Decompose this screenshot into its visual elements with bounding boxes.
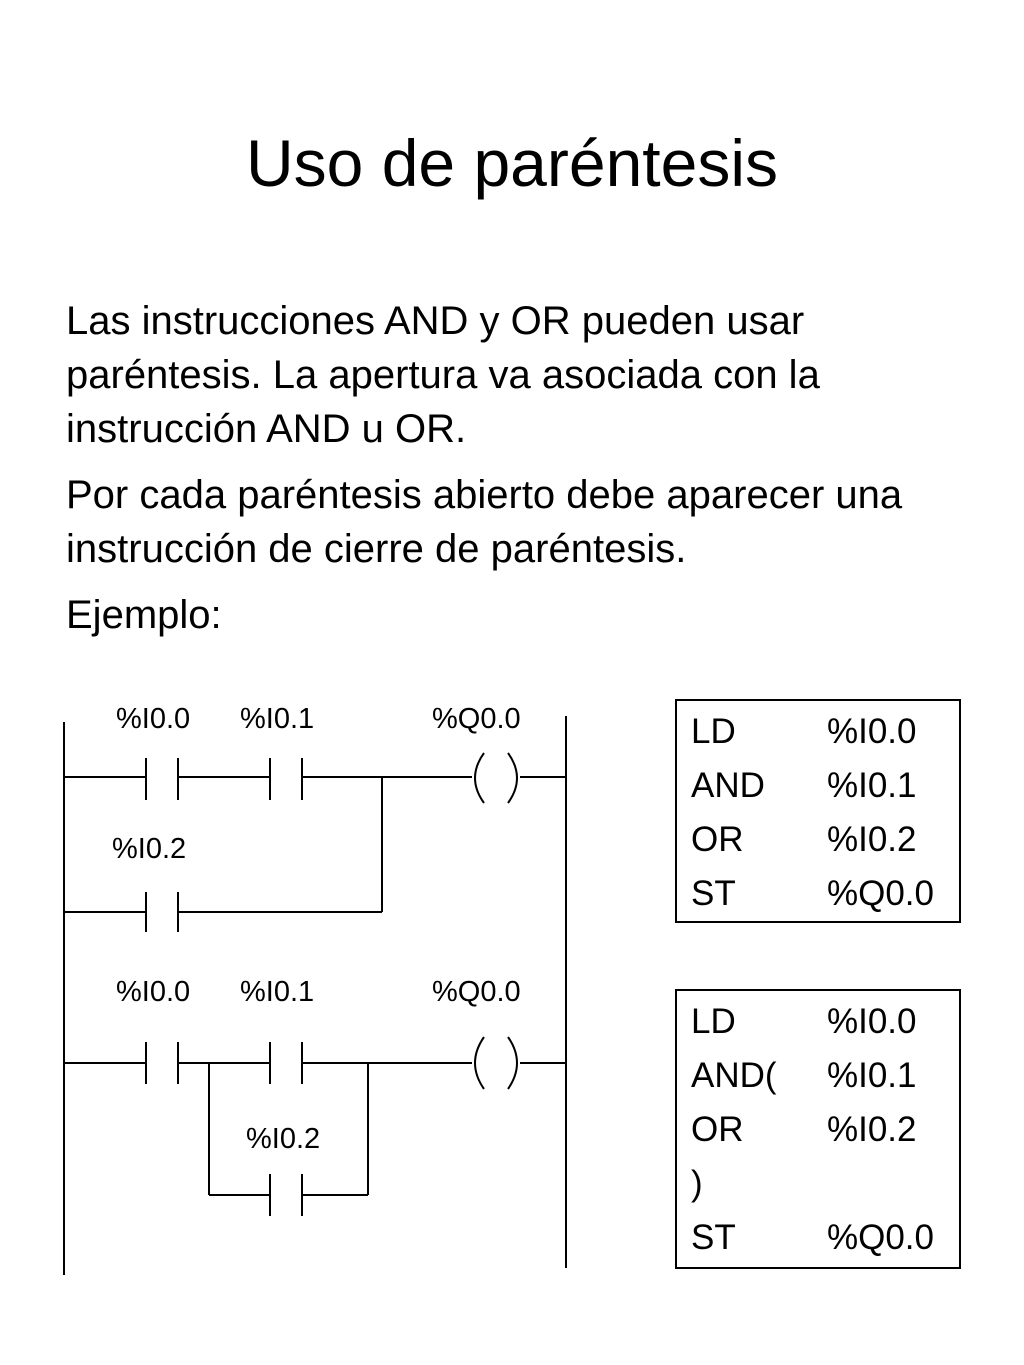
- instruction-list-2: [675, 989, 961, 1269]
- code-op: LD: [691, 712, 736, 751]
- code-row: [691, 813, 959, 867]
- code-arg: %I0.2: [827, 1110, 917, 1149]
- code-arg: %Q0.0: [827, 874, 934, 913]
- contact-i0-1: [270, 758, 302, 800]
- code-row: [691, 867, 959, 921]
- contact-i0-0: [146, 1042, 178, 1084]
- contact-i0-2: [146, 892, 178, 932]
- ladder2-label-i0-1: %I0.1: [240, 976, 315, 1008]
- code-op: OR: [691, 1110, 744, 1149]
- coil-q0-0: [475, 753, 517, 803]
- code-arg: %Q0.0: [827, 1218, 934, 1257]
- code-arg: %I0.1: [827, 1056, 917, 1095]
- code-row: [691, 1211, 959, 1265]
- code-row: [691, 1103, 959, 1157]
- contact-i0-2: [270, 1174, 302, 1216]
- code-op: ): [691, 1164, 703, 1203]
- code-row: [691, 1049, 959, 1103]
- code-op: ST: [691, 1218, 736, 1257]
- ladder2-label-i0-0: %I0.0: [116, 976, 191, 1008]
- code-row: [691, 995, 959, 1049]
- code-arg: %I0.1: [827, 766, 917, 805]
- code-op: OR: [691, 820, 744, 859]
- contact-i0-1: [270, 1042, 302, 1084]
- contact-i0-0: [146, 758, 178, 800]
- coil-q0-0: [475, 1037, 517, 1089]
- paragraph-1: Las instrucciones AND y OR pueden usar paréntesis. La apertura va asociada con la instrucción AND u OR.: [66, 299, 820, 451]
- code-op: ST: [691, 874, 736, 913]
- code-op: AND(: [691, 1056, 777, 1095]
- code-row: [691, 1157, 959, 1211]
- ladder2-label-i0-2: %I0.2: [246, 1123, 321, 1155]
- ladder2-label-q0-0: %Q0.0: [432, 976, 521, 1008]
- paragraph-2: Por cada paréntesis abierto debe aparecer una instrucción de cierre de paréntesis.: [66, 473, 903, 571]
- instruction-list-1: [675, 699, 961, 923]
- code-op: AND: [691, 766, 765, 805]
- code-arg: %I0.2: [827, 820, 917, 859]
- code-op: LD: [691, 1002, 736, 1041]
- code-arg: %I0.0: [827, 712, 917, 751]
- slide-title: Uso de paréntesis: [246, 126, 778, 200]
- ladder1-label-i0-2: %I0.2: [112, 833, 187, 865]
- ladder1-label-q0-0: %Q0.0: [432, 703, 521, 735]
- ladder1-label-i0-0: %I0.0: [116, 703, 191, 735]
- code-row: [691, 759, 959, 813]
- code-arg: %I0.0: [827, 1002, 917, 1041]
- code-row: [691, 705, 959, 759]
- paragraph-3: Ejemplo:: [66, 593, 222, 637]
- ladder1-label-i0-1: %I0.1: [240, 703, 315, 735]
